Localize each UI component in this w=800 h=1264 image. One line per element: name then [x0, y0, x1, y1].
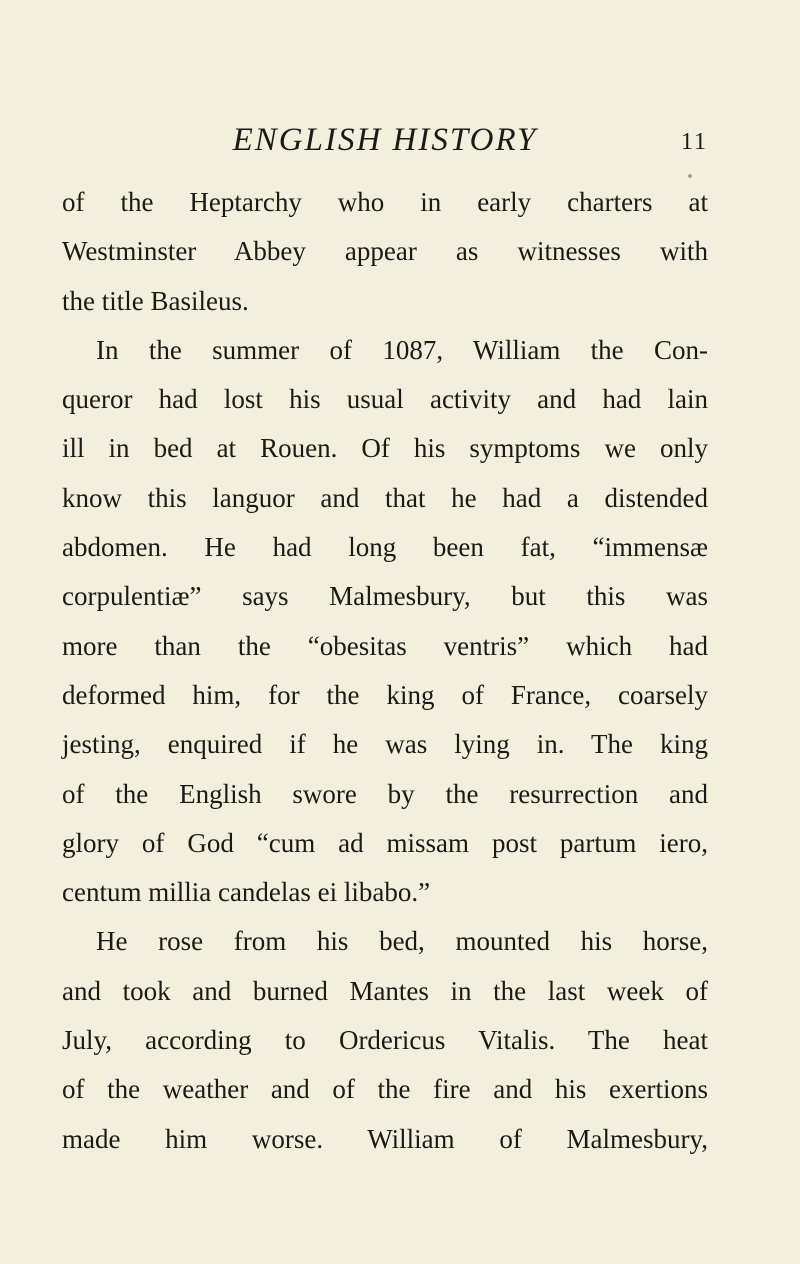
text-line: In the summer of 1087, William the Con- — [96, 334, 708, 365]
text-line: Westminster Abbey appear as witnesses with — [62, 236, 708, 267]
text-line: corpulentiæ” says Malmesbury, but this was — [62, 581, 708, 612]
text-line: ill in bed at Rouen. Of his symptoms we only — [62, 433, 708, 464]
text-line: abdomen. He had long been fat, “immensæ — [62, 532, 708, 563]
text-line: jesting, enquired if he was lying in. The king — [62, 729, 708, 760]
text-line: the title Basileus. — [62, 285, 249, 316]
running-head — [62, 120, 708, 160]
body-text — [62, 178, 708, 1164]
text-line: more than the “obesitas ventris” which had — [62, 630, 708, 661]
text-line: He rose from his bed, mounted his horse, — [96, 926, 708, 957]
text-line: July, according to Ordericus Vitalis. The heat — [62, 1025, 708, 1056]
text-line: glory of God “cum ad missam post partum iero, — [62, 827, 708, 858]
text-line: queror had lost his usual activity and had lain — [62, 384, 708, 415]
text-line: of the English swore by the resurrection and — [62, 778, 708, 809]
text-line: centum millia candelas ei libabo.” — [62, 877, 431, 908]
text-line: and took and burned Mantes in the last week of — [62, 975, 708, 1006]
text-line: deformed him, for the king of France, coarsely — [62, 679, 708, 710]
text-line: of the weather and of the fire and his exertions — [62, 1074, 708, 1105]
text-line: of the Heptarchy who in early charters at — [62, 187, 708, 217]
text-line: made him worse. William of Malmesbury, — [62, 1123, 708, 1154]
text-line: know this languor and that he had a distended — [62, 482, 708, 513]
page-number: 11 — [680, 129, 708, 155]
running-title: ENGLISH HISTORY — [232, 122, 538, 158]
